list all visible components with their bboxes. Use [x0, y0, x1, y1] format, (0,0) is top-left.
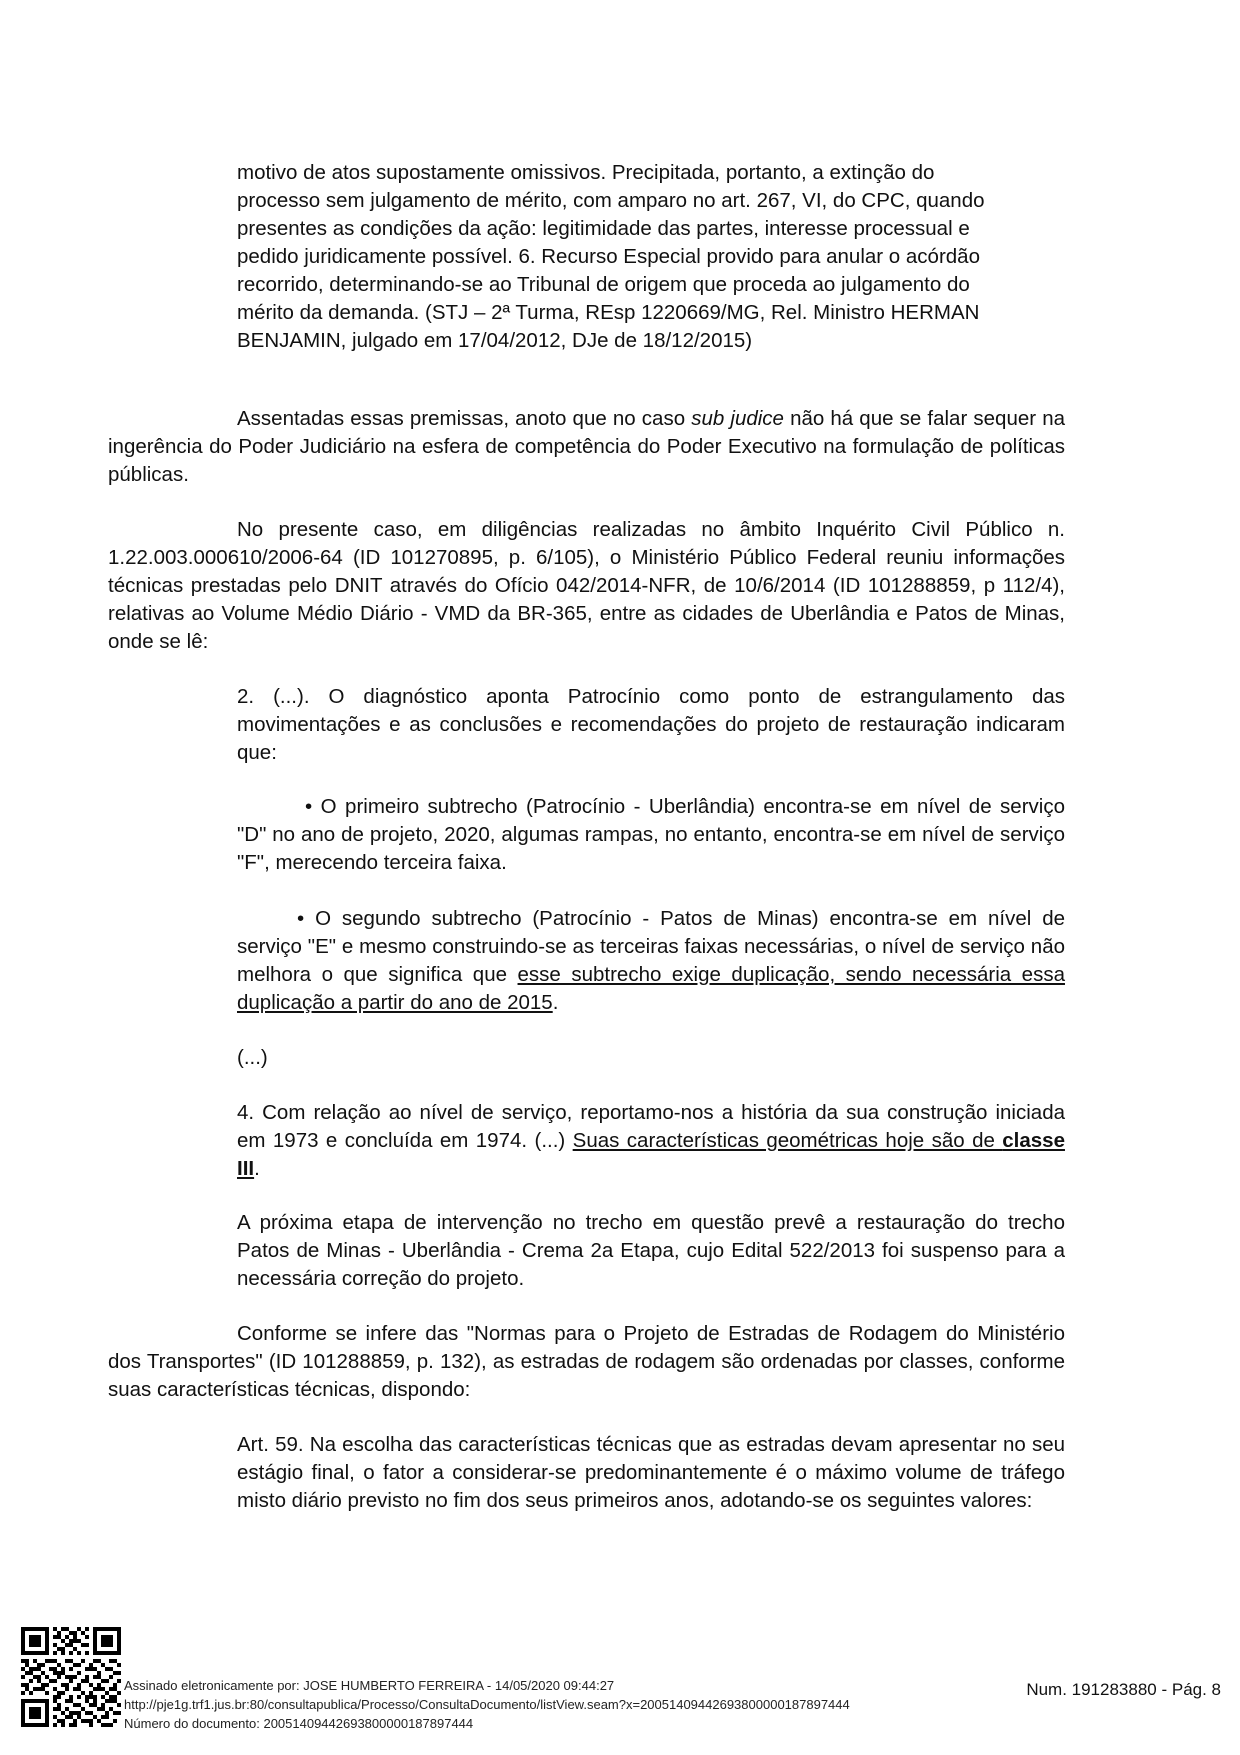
text-run: . — [254, 1157, 260, 1180]
quote-line: recorrido, determinando-se ao Tribunal de origem que proceda ao julgamento do — [237, 273, 970, 296]
consulta-url-link[interactable]: http://pje1g.trf1.jus.br:80/consultapublica/Processo/ConsultaDocumento/listView.seam?x=20051409442693800000187897444 — [124, 1697, 850, 1712]
quote-line: presentes as condições da ação: legitimidade das partes, interesse processual e — [237, 217, 970, 240]
italic-term: sub judice — [691, 407, 784, 430]
qr-code-icon — [21, 1627, 121, 1727]
quote-line: motivo de atos supostamente omissivos. Precipitada, portanto, a extinção do — [237, 161, 935, 184]
paragraph-presente-caso: No presente caso, em diligências realizadas no âmbito Inquérito Civil Público n. 1.22.003.000610/2006-64 (ID 101270895, p. 6/105), o Ministério Público Federal reuniu informações técnicas prestadas pelo DNIT através do Ofício 042/2014-NFR, de 10/6/2014 (ID 101288859, p 112/4), relativas ao Volume Médio Diário - VMD da BR-365, entre as cidades de Uberlândia e Patos de Minas, onde se lê: — [108, 518, 1065, 653]
quote-line: mérito da demanda. (STJ – 2ª Turma, REsp 1220669/MG, Rel. Ministro HERMAN — [237, 301, 980, 324]
quote-nivel-servico — [237, 1099, 1065, 1183]
paragraph-conforme: Conforme se infere das "Normas para o Projeto de Estradas de Rodagem do Ministério dos Transportes" (ID 101288859, p. 132), as estradas de rodagem são ordenadas por classes, conforme suas características técnicas, dispondo: — [108, 1322, 1065, 1401]
quote-line: processo sem julgamento de mérito, com amparo no art. 267, VI, do CPC, quando — [237, 189, 985, 212]
text-run: • O segundo subtrecho (Patrocínio - Patos de Minas) encontra-se em nível de serviço "E" e mesmo construindo-se as terceiras faixas necessárias, o nível de serviço não melhora o que significa que — [237, 907, 1065, 986]
underlined-text: esse subtrecho exige duplicação, sendo necessária essa duplicação a partir do ano de 2015 — [237, 963, 1065, 1014]
text-run: não há que se falar sequer na ingerência do Poder Judiciário na esfera de competência do Poder Executivo na formulação de políticas públicas. — [108, 407, 1065, 486]
signature-footer — [0, 1620, 1240, 1755]
text-run: Assentadas essas premissas, anoto que no caso — [237, 407, 692, 430]
quote-diagnostico: 2. (...). O diagnóstico aponta Patrocínio como ponto de estrangulamento das movimentações e as conclusões e recomendações do projeto de restauração indicaram que: — [237, 685, 1065, 764]
text-run: 4. Com relação ao nível de serviço, reportamo-nos a história da sua construção iniciada em 1973 e concluída em 1974. (...) — [237, 1101, 1065, 1152]
document-number-line: Número do documento: 20051409442693800000187897444 — [124, 1716, 474, 1731]
quote-line: pedido juridicamente possível. 6. Recurso Especial provido para anular o acórdão — [237, 245, 980, 268]
quote-stj-continuation — [237, 159, 1065, 355]
ellipsis: (...) — [237, 1046, 268, 1069]
quote-line: BENJAMIN, julgado em 17/04/2012, DJe de 18/12/2015) — [237, 329, 753, 352]
paragraph-assentadas — [108, 405, 1065, 489]
bullet-segundo-subtrecho — [237, 905, 1065, 1017]
underlined-text: Suas características geométricas hoje são de — [572, 1129, 1003, 1152]
quote-proxima-etapa: A próxima etapa de intervenção no trecho em questão prevê a restauração do trecho Patos de Minas - Uberlândia - Crema 2a Etapa, cujo Edital 522/2013 foi suspenso para a necessária correção do projeto. — [237, 1211, 1065, 1290]
quote-art-59: Art. 59. Na escolha das características técnicas que as estradas devam apresentar no seu estágio final, o fator a considerar-se predominantemente é o máximo volume de tráfego misto diário previsto no fim dos seus primeiros anos, adotando-se os seguintes valores: — [237, 1433, 1065, 1512]
signed-by-line: Assinado eletronicamente por: JOSE HUMBERTO FERREIRA - 14/05/2020 09:44:27 — [124, 1678, 615, 1693]
bullet-primeiro-subtrecho: • O primeiro subtrecho (Patrocínio - Uberlândia) encontra-se em nível de serviço "D" no ano de projeto, 2020, algumas rampas, no entanto, encontra-se em nível de serviço "F", merecendo terceira faixa. — [237, 795, 1065, 874]
text-run: . — [552, 991, 559, 1014]
bold-underlined-text: classe III — [237, 1129, 1065, 1180]
signature-info — [124, 1676, 850, 1733]
page-number: Num. 191283880 - Pág. 8 — [1026, 1680, 1221, 1699]
